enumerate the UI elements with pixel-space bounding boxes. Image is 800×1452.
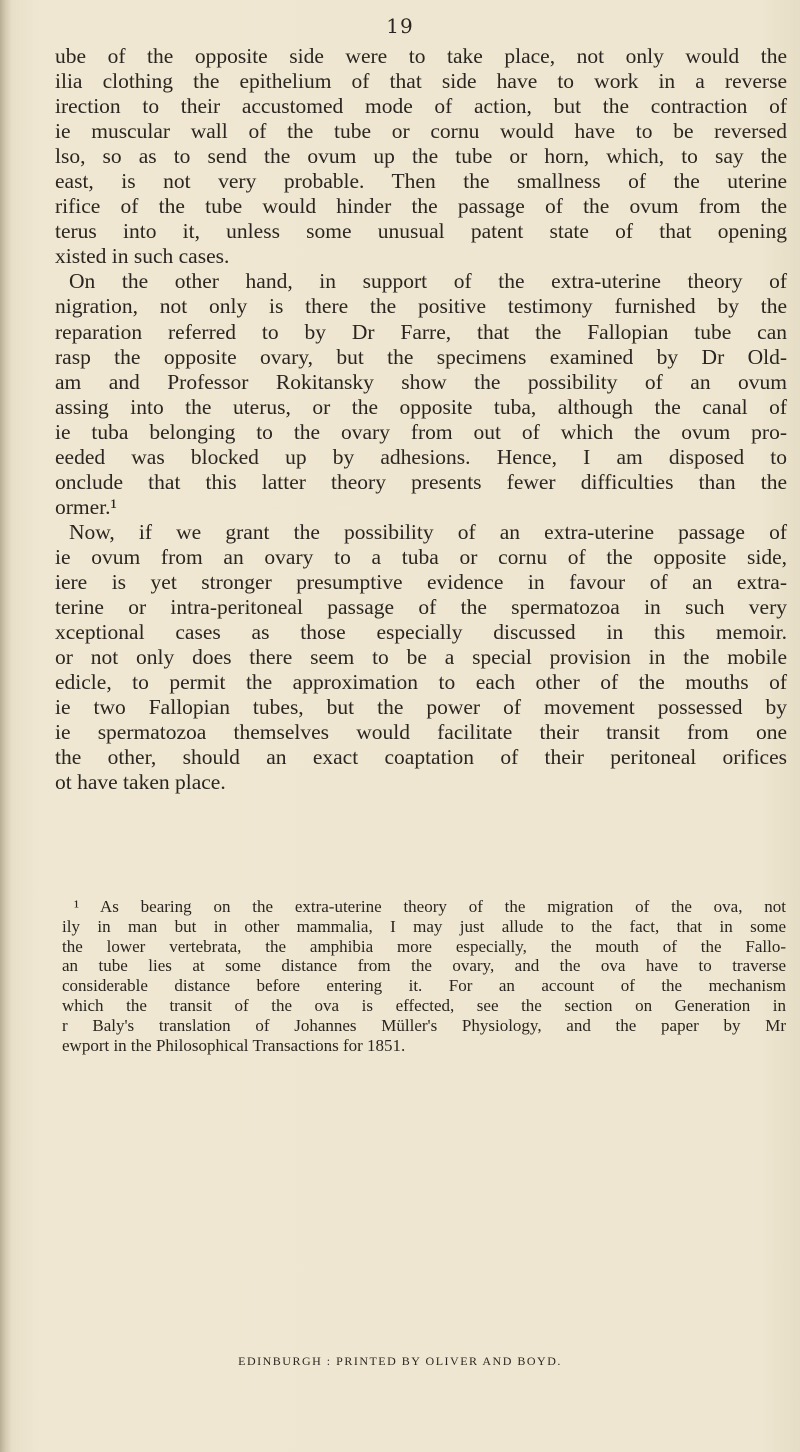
binding-edge	[0, 0, 12, 1452]
body-line: or not only does there seem to be a special provision in the mobile	[55, 645, 787, 670]
body-text	[55, 44, 787, 795]
body-line: ilia clothing the epithelium of that side have to work in a reverse	[55, 69, 787, 94]
body-line: ormer.¹	[55, 494, 117, 519]
footnote-line: r Baly's translation of Johannes Müller's Physiology, and the paper by Mr	[62, 1015, 786, 1035]
footnote-line: which the transit of the ova is effected, see the section on Generation in	[62, 995, 786, 1015]
body-line: rifice of the tube would hinder the passage of the ovum from the	[55, 194, 787, 219]
body-line: assing into the uterus, or the opposite tuba, although the canal of	[55, 394, 787, 419]
page-number: 19	[386, 14, 414, 38]
body-line: ie tuba belonging to the ovary from out of which the ovum pro-	[55, 419, 787, 444]
body-line: Now, if we grant the possibility of an extra-uterine passage of	[69, 519, 787, 544]
body-line: terus into it, unless some unusual patent state of that opening	[55, 219, 787, 244]
body-line: ie muscular wall of the tube or cornu would have to be reversed	[55, 119, 787, 144]
body-line: xceptional cases as those especially discussed in this memoir.	[55, 620, 787, 645]
footnote-line: the lower vertebrata, the amphibia more especially, the mouth of the Fallo-	[62, 936, 786, 956]
footnote-line: an tube lies at some distance from the ovary, and the ova have to traverse	[62, 956, 786, 976]
body-line: ot have taken place.	[55, 770, 226, 795]
body-line: am and Professor Rokitansky show the possibility of an ovum	[55, 369, 787, 394]
footnote-line: ewport in the Philosophical Transactions for 1851.	[62, 1035, 406, 1055]
body-line: ie ovum from an ovary to a tuba or cornu of the opposite side,	[55, 544, 787, 569]
printer-imprint: EDINBURGH : PRINTED BY OLIVER AND BOYD.	[238, 1354, 562, 1368]
body-line: On the other hand, in support of the extra-uterine theory of	[69, 269, 787, 294]
body-line: nigration, not only is there the positive testimony furnished by the	[55, 294, 787, 319]
body-line: lso, so as to send the ovum up the tube or horn, which, to say the	[55, 144, 787, 169]
body-line: iere is yet stronger presumptive evidence in favour of an extra-	[55, 569, 787, 594]
body-line: eeded was blocked up by adhesions. Hence, I am disposed to	[55, 444, 787, 469]
body-line: rasp the opposite ovary, but the specimens examined by Dr Old-	[55, 344, 787, 369]
body-line: terine or intra-peritoneal passage of the spermatozoa in such very	[55, 595, 787, 620]
body-line: edicle, to permit the approximation to each other of the mouths of	[55, 670, 787, 695]
body-line: east, is not very probable. Then the smallness of the uterine	[55, 169, 787, 194]
body-line: reparation referred to by Dr Farre, that the Fallopian tube can	[55, 319, 787, 344]
body-line: irection to their accustomed mode of action, but the contraction of	[55, 94, 787, 119]
body-line: onclude that this latter theory presents fewer difficulties than the	[55, 469, 787, 494]
footnote	[62, 897, 786, 1055]
footnote-line: considerable distance before entering it. For an account of the mechanism	[62, 976, 786, 996]
body-line: ube of the opposite side were to take place, not only would the	[55, 44, 787, 68]
footnote-line: ¹ As bearing on the extra-uterine theory of the migration of the ova, not	[74, 897, 786, 916]
body-line: the other, should an exact coaptation of their peritoneal orifices	[55, 745, 787, 770]
body-line: ie spermatozoa themselves would facilitate their transit from one	[55, 720, 787, 745]
footnote-line: ily in man but in other mammalia, I may just allude to the fact, that in some	[62, 916, 786, 936]
body-line: ie two Fallopian tubes, but the power of movement possessed by	[55, 695, 787, 720]
body-line: xisted in such cases.	[55, 244, 230, 269]
